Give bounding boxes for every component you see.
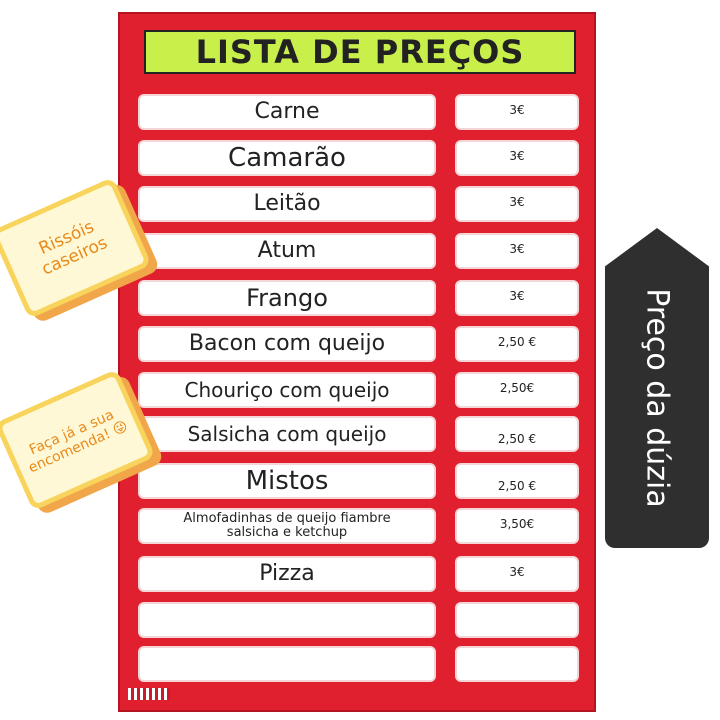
item-name-text: Atum bbox=[257, 237, 317, 263]
side-price-tag-label: Preço da dúzia bbox=[639, 288, 675, 508]
item-name bbox=[138, 233, 436, 269]
item-price: 3€ bbox=[455, 94, 579, 130]
empty-row bbox=[0, 602, 720, 642]
price-list-title: LISTA DE PREÇOS bbox=[144, 30, 576, 74]
item-name-text: Camarão bbox=[228, 142, 346, 173]
item-name bbox=[138, 463, 436, 499]
item-price: 3€ bbox=[455, 556, 579, 592]
item-name bbox=[138, 326, 436, 362]
empty-row bbox=[0, 646, 720, 686]
empty-price-cell bbox=[455, 646, 579, 682]
empty-price-cell bbox=[455, 602, 579, 638]
item-name bbox=[138, 556, 436, 592]
item-price: 3€ bbox=[455, 280, 579, 316]
item-name-text: Frango bbox=[246, 283, 328, 312]
item-price: 3,50€ bbox=[455, 508, 579, 544]
price-row bbox=[0, 94, 720, 134]
item-name-text: Bacon com queijo bbox=[188, 330, 386, 356]
item-price: 2,50 € bbox=[455, 463, 579, 499]
sticker-encomenda: Faça já a sua encomenda! 😜 bbox=[0, 369, 156, 511]
item-name-text: Carne bbox=[254, 98, 320, 124]
item-name bbox=[138, 416, 436, 452]
price-row bbox=[0, 556, 720, 596]
item-name-text: Leitão bbox=[253, 190, 321, 216]
item-name-text: Chouriço com queijo bbox=[184, 378, 390, 402]
item-name bbox=[138, 280, 436, 316]
item-name bbox=[138, 94, 436, 130]
item-price: 2,50 € bbox=[455, 416, 579, 452]
item-name-text: Almofadinhas de queijo fiambre salsicha e ketchup bbox=[183, 510, 391, 540]
empty-name-cell bbox=[138, 646, 436, 682]
price-row bbox=[0, 140, 720, 180]
item-name-text: Mistos bbox=[245, 465, 329, 496]
item-price: 2,50€ bbox=[455, 372, 579, 408]
item-name bbox=[138, 140, 436, 176]
item-price: 2,50 € bbox=[455, 326, 579, 362]
item-name bbox=[138, 372, 436, 408]
item-price: 3€ bbox=[455, 186, 579, 222]
item-price: 3€ bbox=[455, 233, 579, 269]
barcode-strip bbox=[128, 688, 170, 700]
item-name bbox=[138, 186, 436, 222]
empty-name-cell bbox=[138, 602, 436, 638]
sticker-rissois: Rissóis caseiros bbox=[0, 177, 152, 319]
item-name-text: Pizza bbox=[259, 560, 315, 586]
item-name bbox=[138, 508, 436, 544]
item-name-text: Salsicha com queijo bbox=[187, 422, 387, 446]
item-price: 3€ bbox=[455, 140, 579, 176]
